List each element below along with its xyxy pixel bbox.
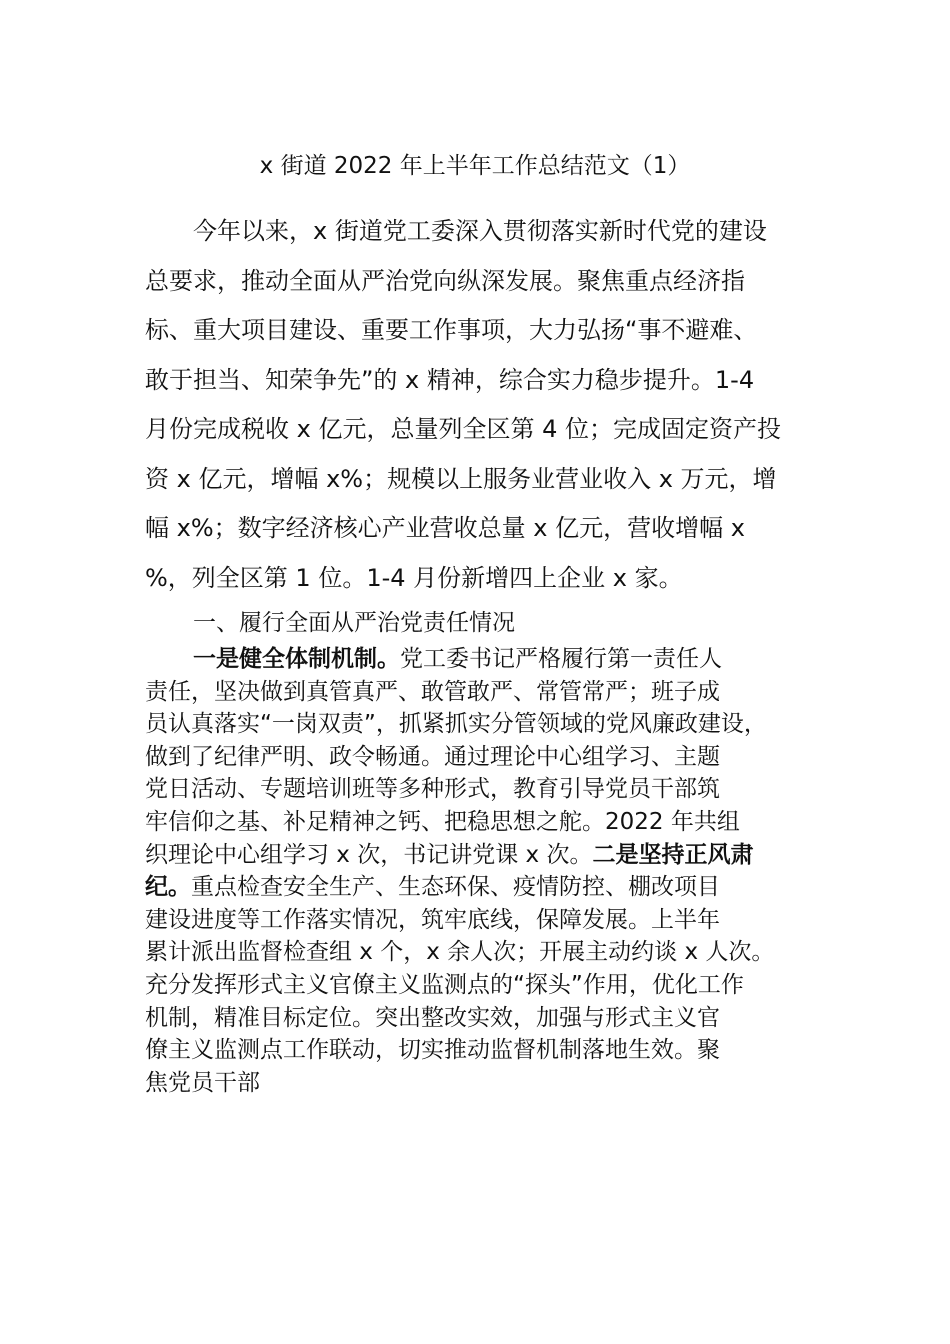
intro-line: 敢于担当、知荣争先”的 x 精神，综合实力稳步提升。1-4 bbox=[145, 365, 755, 394]
bold-lead-2: 二是坚持正风肃 bbox=[592, 841, 754, 868]
body-line bbox=[145, 839, 835, 872]
body-line: 焦党员干部 bbox=[145, 1069, 260, 1096]
body-line: 累计派出监督检查组 x 个，x 余人次；开展主动约谈 x 人次。 bbox=[145, 939, 775, 966]
body-text: 重点检查安全生产、生态环保、疫情防控、棚改项目 bbox=[191, 874, 720, 901]
intro-line: 资 x 亿元，增幅 x%；规模以上服务业营业收入 x 万元，增 bbox=[145, 464, 777, 493]
intro-line: 标、重大项目建设、重要工作事项，大力弘扬“事不避难、 bbox=[145, 316, 758, 344]
section-heading: 一、履行全面从严治党责任情况 bbox=[193, 610, 515, 636]
bold-lead-2-end: 纪。 bbox=[145, 874, 191, 901]
document-title: x 街道 2022 年上半年工作总结范文（1） bbox=[259, 153, 691, 179]
intro-line: 今年以来，x 街道党工委深入贯彻落实新时代党的建设 bbox=[193, 217, 767, 245]
body-line: 责任，坚决做到真管真严、敢管敢严、常管常严；班子成 bbox=[145, 678, 720, 705]
body-line: 党日活动、专题培训班等多种形式，教育引导党员干部筑 bbox=[145, 776, 720, 803]
intro-paragraph bbox=[145, 207, 835, 603]
body-line bbox=[145, 871, 835, 904]
body-line: 建设进度等工作落实情况，筑牢底线，保障发展。上半年 bbox=[145, 906, 720, 933]
body-paragraph bbox=[145, 643, 835, 1099]
body-line: 牢信仰之基、补足精神之钙、把稳思想之舵。2022 年共组 bbox=[145, 808, 740, 835]
intro-line: 月份完成税收 x 亿元，总量列全区第 4 位；完成固定资产投 bbox=[145, 415, 781, 443]
body-line: 做到了纪律严明、政令畅通。通过理论中心组学习、主题 bbox=[145, 743, 720, 770]
body-line: 机制，精准目标定位。突出整改实效，加强与形式主义官 bbox=[145, 1004, 720, 1031]
body-line bbox=[145, 643, 835, 676]
body-text: 党工委书记严格履行第一责任人 bbox=[400, 646, 722, 672]
body-text: 织理论中心组学习 x 次，书记讲党课 x 次。 bbox=[145, 841, 593, 868]
body-line: 僚主义监测点工作联动，切实推动监督机制落地生效。聚 bbox=[145, 1037, 720, 1064]
body-line: 员认真落实“一岗双责”，抓紧抓实分管领域的党风廉政建设， bbox=[145, 711, 767, 738]
bold-lead-1: 一是健全体制机制。 bbox=[193, 646, 400, 672]
intro-line: %，列全区第 1 位。1-4 月份新增四上企业 x 家。 bbox=[145, 563, 683, 592]
intro-line: 总要求，推动全面从严治党向纵深发展。聚焦重点经济指 bbox=[145, 266, 745, 295]
body-line: 充分发挥形式主义官僚主义监测点的“探头”作用，优化工作 bbox=[145, 971, 744, 998]
intro-line: 幅 x%；数字经济核心产业营收总量 x 亿元，营收增幅 x bbox=[145, 514, 745, 542]
